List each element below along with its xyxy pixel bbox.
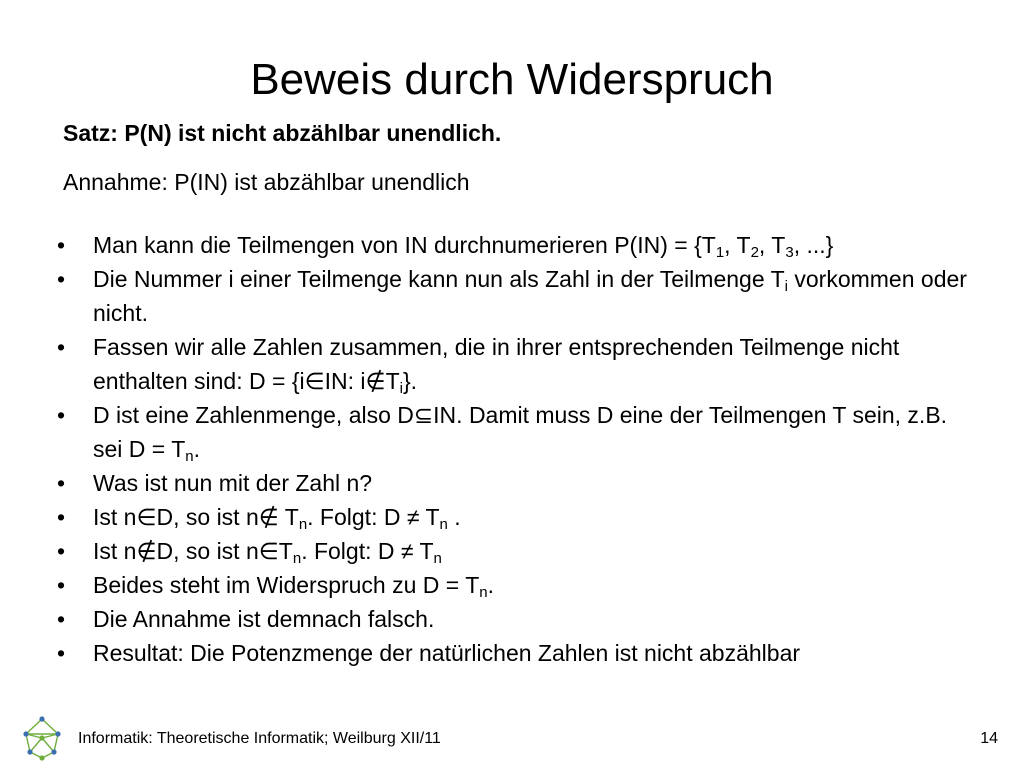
bullet-text: D ist eine Zahlenmenge, also D⊆IN. Damit muss D eine der Teilmengen T sein, z.B. sei D = T [93, 402, 948, 462]
bullet-item [50, 398, 980, 466]
subscript: n [433, 550, 442, 567]
bullet-item [50, 636, 980, 670]
bullet-item [50, 568, 980, 602]
bullet-text: . [447, 504, 461, 530]
bullet-marker: • [57, 266, 66, 292]
bullet-marker: • [57, 606, 66, 632]
slide-title: Beweis durch Widerspruch [250, 55, 774, 104]
bullet-marker: • [57, 470, 66, 496]
bullet-text: Ist n∉D, so ist n∈T [93, 538, 293, 564]
bullet-item [50, 602, 980, 636]
bullet-text: Man kann die Teilmengen von IN durchnumerieren P(IN) = {T [93, 232, 716, 258]
subscript: i [784, 278, 788, 295]
assumption-statement: Annahme: P(IN) ist abzählbar unendlich [63, 169, 470, 195]
subscript: 2 [750, 244, 759, 261]
bullet-marker: • [57, 232, 66, 258]
network-graph-icon [18, 714, 66, 762]
bullet-marker: • [57, 334, 66, 360]
bullet-text: Beides steht im Widerspruch zu D = T [93, 572, 480, 598]
subscript: n [298, 516, 308, 533]
bullet-text: . [487, 572, 494, 598]
bullet-text: . Folgt: D ≠ T [301, 538, 434, 564]
subscript: 1 [715, 244, 725, 261]
bullet-item [50, 466, 980, 500]
bullet-marker: • [57, 402, 66, 428]
bullet-item [50, 228, 980, 262]
bullet-list [50, 228, 980, 670]
subscript: i [399, 380, 403, 397]
bullet-marker: • [57, 572, 66, 598]
subscript: n [185, 448, 194, 465]
bullet-text: Fassen wir alle Zahlen zusammen, die in ihrer entsprechenden Teilmenge nicht enthalten sind: D = {i∈IN: i∉T [93, 334, 900, 394]
bullet-text: }. [402, 368, 418, 394]
bullet-item [50, 262, 980, 330]
bullet-text: Die Annahme ist demnach falsch. [93, 606, 435, 632]
bullet-text: Ist n∈D, so ist n∉ T [93, 504, 299, 530]
subscript: n [439, 516, 448, 533]
bullet-marker: • [57, 504, 66, 530]
bullet-item [50, 330, 980, 398]
bullet-text: , ...} [793, 232, 834, 258]
bullet-text: . Folgt: D ≠ T [307, 504, 440, 530]
subscript: n [292, 550, 302, 567]
bullet-text: Was ist nun mit der Zahl n? [93, 470, 373, 496]
bullet-marker: • [57, 538, 66, 564]
bullet-marker: • [57, 640, 66, 666]
theorem-statement: Satz: P(N) ist nicht abzählbar unendlich. [63, 120, 502, 146]
page-number: 14 [980, 730, 998, 747]
bullet-text: , T [758, 232, 786, 258]
bullet-item [50, 500, 980, 534]
bullet-text: vorkommen oder nicht. [93, 266, 967, 326]
bullet-text: . [193, 436, 200, 462]
bullet-text: Resultat: Die Potenzmenge der natürlichen Zahlen ist nicht abzählbar [93, 640, 801, 666]
footer-text: Informatik: Theoretische Informatik; Weilburg XII/11 [78, 730, 441, 747]
bullet-text: , T [724, 232, 751, 258]
bullet-item [50, 534, 980, 568]
subscript: 3 [785, 244, 794, 261]
subscript: n [479, 584, 488, 601]
bullet-text: Die Nummer i einer Teilmenge kann nun als Zahl in der Teilmenge T [93, 266, 785, 292]
